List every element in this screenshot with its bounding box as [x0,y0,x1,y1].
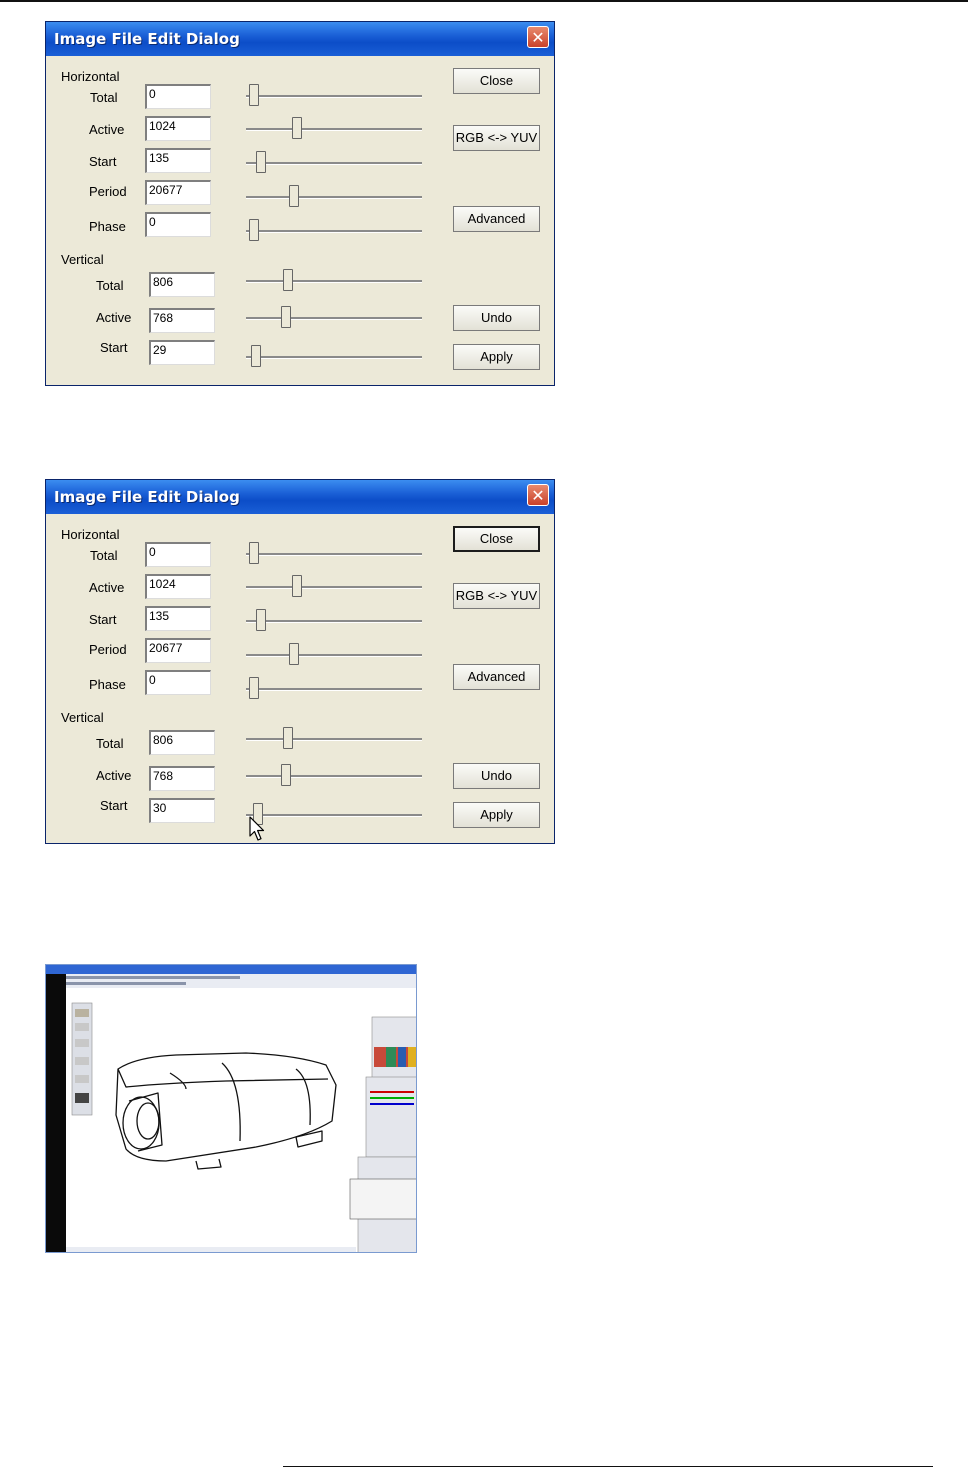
h-total-label: Total [90,90,118,105]
v-active-slider[interactable] [246,764,422,788]
slider-thumb[interactable] [249,542,259,564]
vertical-group-label: Vertical [61,252,104,267]
dialog-title: Image File Edit Dialog [54,30,240,48]
h-period-label: Period [89,184,127,199]
undo-button[interactable]: Undo [453,305,540,331]
v-start-field[interactable]: 30 [149,798,215,823]
close-button[interactable]: Close [453,68,540,94]
v-active-slider[interactable] [246,306,422,330]
slider-thumb[interactable] [256,151,266,173]
h-total-slider[interactable] [246,84,422,108]
close-button[interactable]: Close [453,526,540,552]
slider-thumb[interactable] [292,117,302,139]
v-total-slider[interactable] [246,727,422,751]
v-total-field[interactable]: 806 [149,730,215,755]
advanced-button[interactable]: Advanced [453,206,540,232]
close-icon[interactable]: ✕ [527,26,549,48]
slider-thumb[interactable] [281,306,291,328]
slider-thumb[interactable] [283,727,293,749]
v-start-slider[interactable] [246,345,422,369]
h-start-field[interactable]: 135 [145,606,211,631]
h-phase-label: Phase [89,219,126,234]
slider-thumb[interactable] [289,643,299,665]
h-period-field[interactable]: 20677 [145,180,211,205]
h-phase-slider[interactable] [246,677,422,701]
horizontal-group-label: Horizontal [61,69,120,84]
h-start-field[interactable]: 135 [145,148,211,173]
projector-drawing-screenshot-icon [46,965,417,1253]
h-total-label: Total [90,548,118,563]
advanced-button[interactable]: Advanced [453,664,540,690]
v-total-slider[interactable] [246,269,422,293]
h-active-slider[interactable] [246,575,422,599]
h-start-label: Start [89,154,117,169]
apply-button[interactable]: Apply [453,802,540,828]
vertical-group-label: Vertical [61,710,104,725]
h-total-field[interactable]: 0 [145,84,211,109]
h-total-field[interactable]: 0 [145,542,211,567]
h-start-slider[interactable] [246,151,422,175]
h-active-label: Active [89,122,125,137]
slider-thumb[interactable] [283,269,293,291]
h-phase-slider[interactable] [246,219,422,243]
h-active-field[interactable]: 1024 [145,574,211,599]
title-bar[interactable] [46,22,554,56]
h-active-label: Active [89,580,125,595]
title-bar[interactable] [46,480,554,514]
h-period-label: Period [89,642,127,657]
h-start-slider[interactable] [246,609,422,633]
image-file-edit-dialog [45,21,555,386]
h-period-slider[interactable] [246,185,422,209]
slider-thumb[interactable] [249,677,259,699]
h-phase-field[interactable]: 0 [145,212,211,237]
v-active-label: Active [96,310,132,325]
rgb-yuv-button[interactable]: RGB <-> YUV [453,125,540,151]
h-period-field[interactable]: 20677 [145,638,211,663]
h-phase-field[interactable]: 0 [145,670,211,695]
mouse-pointer-icon [249,816,265,842]
h-start-label: Start [89,612,117,627]
rgb-yuv-button[interactable]: RGB <-> YUV [453,583,540,609]
h-period-slider[interactable] [246,643,422,667]
v-active-field[interactable]: 768 [149,308,215,333]
footer-rule [283,1466,933,1467]
slider-thumb[interactable] [249,84,259,106]
horizontal-group-label: Horizontal [61,527,120,542]
slider-thumb[interactable] [292,575,302,597]
image-file-edit-dialog [45,479,555,844]
v-start-slider[interactable] [246,803,422,827]
slider-thumb[interactable] [249,219,259,241]
dialog-title: Image File Edit Dialog [54,488,240,506]
application-screenshot [45,964,417,1253]
v-start-label: Start [100,798,128,813]
v-active-label: Active [96,768,132,783]
v-start-label: Start [100,340,128,355]
h-phase-label: Phase [89,677,126,692]
slider-thumb[interactable] [281,764,291,786]
v-total-label: Total [96,736,124,751]
close-icon[interactable]: ✕ [527,484,549,506]
slider-thumb[interactable] [289,185,299,207]
undo-button[interactable]: Undo [453,763,540,789]
h-total-slider[interactable] [246,542,422,566]
slider-thumb[interactable] [251,345,261,367]
h-active-field[interactable]: 1024 [145,116,211,141]
top-rule [0,0,968,2]
slider-thumb[interactable] [256,609,266,631]
v-active-field[interactable]: 768 [149,766,215,791]
v-total-field[interactable]: 806 [149,272,215,297]
v-start-field[interactable]: 29 [149,340,215,365]
apply-button[interactable]: Apply [453,344,540,370]
v-total-label: Total [96,278,124,293]
h-active-slider[interactable] [246,117,422,141]
